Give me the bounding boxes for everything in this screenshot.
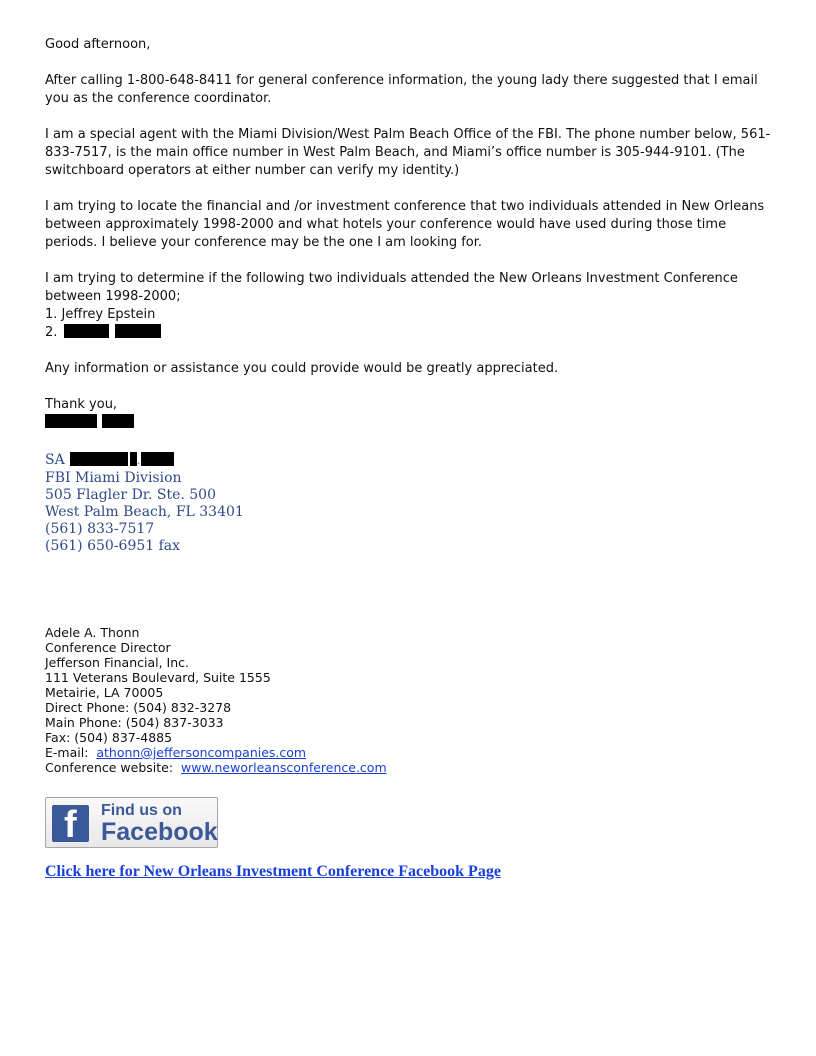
agent-signature bbox=[45, 452, 775, 555]
contact-address-1: 111 Veterans Boulevard, Suite 1555 bbox=[45, 670, 271, 685]
paragraph-request: Any information or assistance you could provide would be greatly appreciated. bbox=[45, 361, 559, 376]
facebook-section bbox=[45, 797, 775, 881]
contact-direct-phone: Direct Phone: (504) 832-3278 bbox=[45, 700, 232, 715]
redaction-block bbox=[115, 324, 161, 338]
contact-address-2: Metairie, LA 70005 bbox=[45, 685, 164, 700]
contact-website-line bbox=[45, 760, 775, 775]
individual-2-number: 2. bbox=[45, 325, 58, 340]
paragraph-calling: After calling 1-800-648-8411 for general conference information, the young lady there suggested that I email you as the conference coordinator. bbox=[45, 73, 758, 106]
facebook-badge-line1: Find us on bbox=[101, 802, 182, 819]
email-body bbox=[45, 36, 775, 881]
contact-email-line bbox=[45, 745, 775, 760]
signature-division: FBI Miami Division bbox=[45, 470, 182, 486]
website-label: Conference website: bbox=[45, 760, 174, 775]
paragraph-agent-intro: I am a special agent with the Miami Division/West Palm Beach Office of the FBI. The phone number below, 561-833-7517, is the main office number in West Palm Beach, and Miami’s office number is 305-944-9101. (The switchboard operators at either number can verify my identity.) bbox=[45, 127, 771, 178]
individuals-block bbox=[45, 270, 775, 342]
signature-phone: (561) 833-7517 bbox=[45, 521, 155, 537]
redaction-block bbox=[64, 324, 109, 338]
contact-name: Adele A. Thonn bbox=[45, 625, 140, 640]
facebook-badge-line2: Facebook bbox=[101, 818, 218, 846]
contact-title: Conference Director bbox=[45, 640, 171, 655]
paragraph-individuals: I am trying to determine if the following two individuals attended the New Orleans Investment Conference between 1998-2000; bbox=[45, 271, 738, 304]
redacted-signer-name bbox=[45, 414, 775, 432]
signature-address-1: 505 Flagler Dr. Ste. 500 bbox=[45, 487, 216, 503]
redaction-block bbox=[141, 452, 174, 466]
find-us-on-facebook-badge[interactable] bbox=[45, 797, 218, 848]
greeting: Good afternoon, bbox=[45, 37, 151, 52]
closing-block bbox=[45, 396, 775, 432]
facebook-f-icon: f bbox=[52, 805, 89, 842]
contact-company: Jefferson Financial, Inc. bbox=[45, 655, 190, 670]
paragraph-conference-search: I am trying to locate the financial and /or investment conference that two individuals attended in New Orleans between approximately 1998-2000 and what hotels your conference would have used during those time periods. I believe your conference may be the one I am looking for. bbox=[45, 199, 765, 250]
individual-2 bbox=[45, 324, 775, 342]
contact-main-phone: Main Phone: (504) 837-3033 bbox=[45, 715, 224, 730]
facebook-page-link[interactable]: Click here for New Orleans Investment Conference Facebook Page bbox=[45, 863, 501, 880]
email-link[interactable]: athonn@jeffersoncompanies.com bbox=[96, 745, 307, 760]
website-link[interactable]: www.neworleansconference.com bbox=[181, 760, 387, 775]
email-label: E-mail: bbox=[45, 745, 89, 760]
signature-address-2: West Palm Beach, FL 33401 bbox=[45, 504, 244, 520]
signature-prefix: SA bbox=[45, 452, 65, 468]
signature-name-line: SA . bbox=[45, 452, 775, 470]
closing: Thank you, bbox=[45, 397, 118, 412]
individual-1: 1. Jeffrey Epstein bbox=[45, 307, 156, 322]
redaction-block bbox=[102, 414, 134, 428]
signature-fax: (561) 650-6951 fax bbox=[45, 538, 181, 554]
redaction-block bbox=[70, 452, 128, 466]
contact-fax: Fax: (504) 837-4885 bbox=[45, 730, 173, 745]
redaction-block bbox=[45, 414, 97, 428]
conference-contact bbox=[45, 625, 775, 775]
